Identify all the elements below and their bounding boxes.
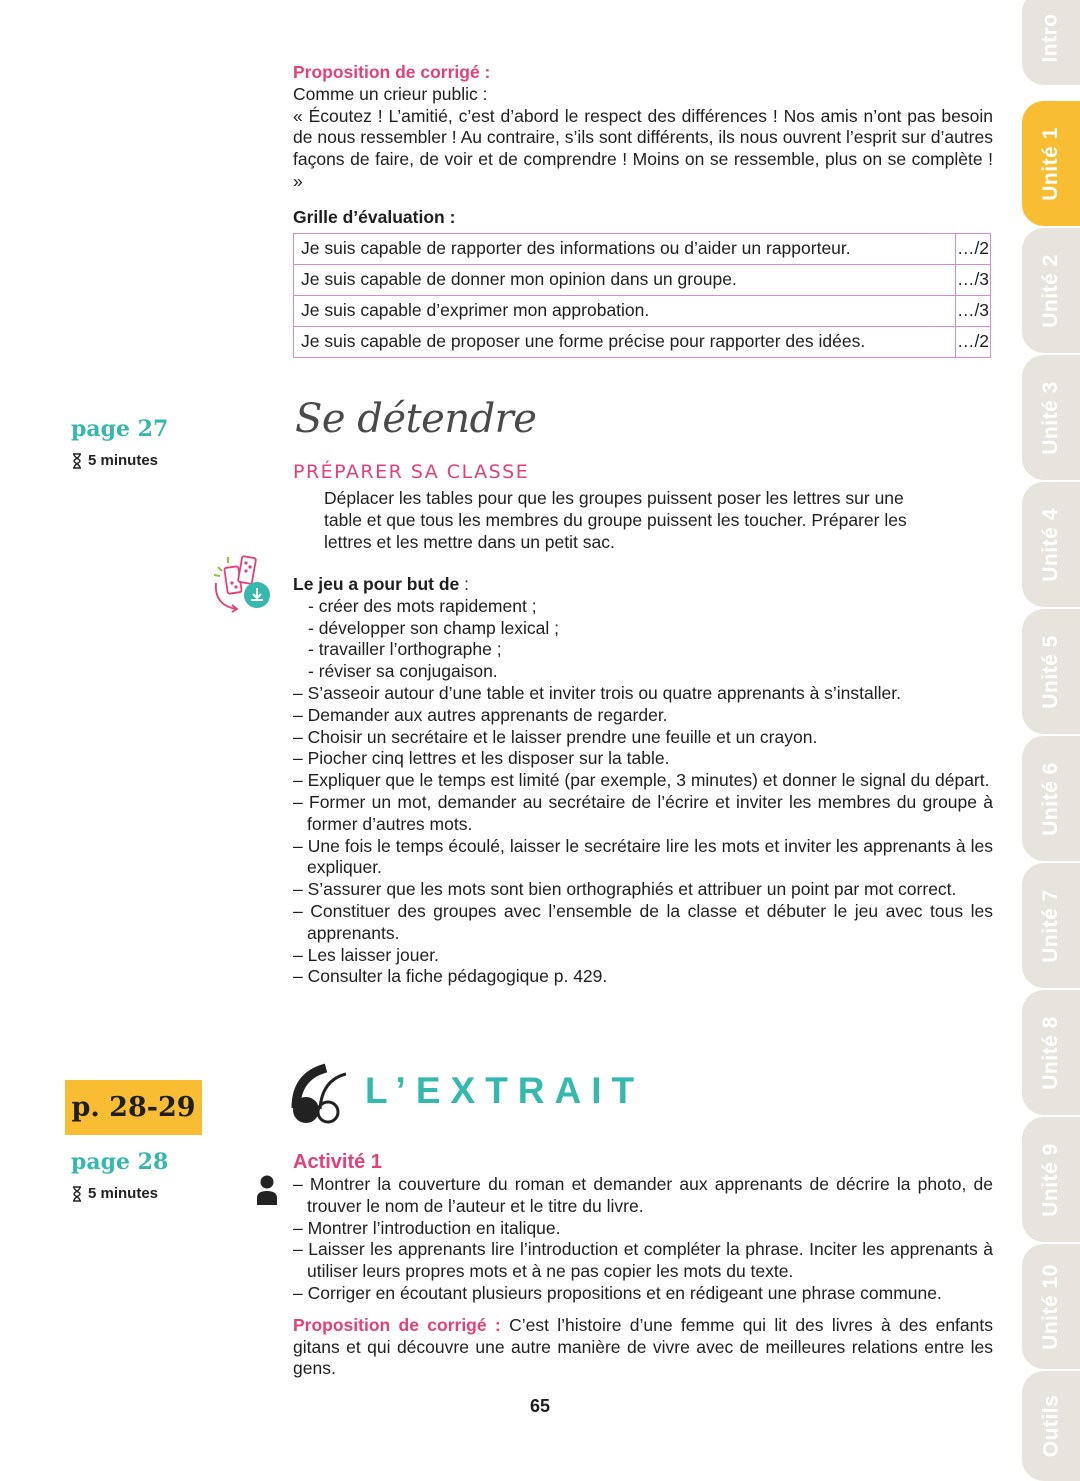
list-item: – S’assurer que les mots sont bien orthographiés et attribuer un point par mot correct. <box>293 879 957 900</box>
grid-score: …/2 <box>956 326 991 357</box>
list-item: – Constituer des groupes avec l’ensemble de la classe et débuter le jeu avec tous les apprenants. <box>293 900 993 943</box>
duration-27 <box>72 452 158 469</box>
minutes-text: 5 minutes <box>88 1185 159 1202</box>
goal-colon: : <box>459 574 469 594</box>
activity-corrige <box>293 1315 993 1380</box>
prep-title: PRÉPARER SA CLASSE <box>293 461 530 483</box>
table-row <box>294 326 991 357</box>
game-pieces-icon <box>210 553 274 617</box>
page-number: 65 <box>529 1396 551 1416</box>
person-icon <box>256 1175 278 1210</box>
list-item: – Piocher cinq lettres et les disposer sur la table. <box>293 748 670 769</box>
corrige-quote: « Écoutez ! L’amitié, c’est d’abord le respect des différences ! Nos amis n’ont pas besoin de nous ressembler ! Au contraire, s’ils sont différents, ils nous ouvrent l’esprit sur d’autres façons de faire, de voir et de comprendre ! Moins on se ressemble, plus on se complète ! » <box>293 105 993 191</box>
tab-unite-1[interactable]: Unité 1 <box>1022 101 1080 226</box>
list-item: – Les laisser jouer. <box>293 944 439 965</box>
list-item: – Une fois le temps écoulé, laisser le secrétaire lire les mots et inviter les apprenants à les expliquer. <box>293 835 993 878</box>
activity-section <box>293 1150 993 1380</box>
crieur-line: Comme un crieur public : <box>293 83 488 104</box>
grid-score: …/2 <box>956 233 991 264</box>
tab-intro[interactable]: Intro <box>1022 0 1080 85</box>
tab-unite-8[interactable]: Unité 8 <box>1022 990 1080 1115</box>
tab-unite-5[interactable]: Unité 5 <box>1022 609 1080 734</box>
tab-unite-9[interactable]: Unité 9 <box>1022 1117 1080 1242</box>
section-title-se-detendre: Se détendre <box>295 396 537 442</box>
list-item: – Montrer l’introduction en italique. <box>293 1217 561 1238</box>
list-item: – Choisir un secrétaire et le laisser prendre une feuille et un crayon. <box>293 726 818 747</box>
grid-criterion: Je suis capable de proposer une forme précise pour rapporter des idées. <box>294 326 956 357</box>
duration-28 <box>72 1185 158 1202</box>
activity-title: Activité 1 <box>293 1151 382 1173</box>
game-body <box>293 574 993 988</box>
list-item: - créer des mots rapidement ; <box>308 595 537 616</box>
evaluation-grid <box>293 233 991 358</box>
table-row <box>294 295 991 326</box>
corrige-text: C’est l’histoire d’une femme qui lit des livres à des enfants gitans et qui découvre une autre manière de vivre avec de meilleures relations entre les gens. <box>293 1314 993 1379</box>
tab-unite-7[interactable]: Unité 7 <box>1022 863 1080 988</box>
tab-unite-6[interactable]: Unité 6 <box>1022 736 1080 861</box>
activity-steps <box>293 1174 993 1305</box>
tab-unite-2[interactable]: Unité 2 <box>1022 228 1080 353</box>
goal-list <box>293 596 993 683</box>
quote-mark-icon <box>290 1062 352 1132</box>
list-item: - réviser sa conjugaison. <box>308 661 498 682</box>
grid-criterion: Je suis capable d’exprimer mon approbation. <box>294 295 956 326</box>
page-range-text: p. 28-29 <box>71 1092 196 1123</box>
hourglass-icon <box>72 1186 82 1202</box>
tab-unite-10[interactable]: Unité 10 <box>1022 1244 1080 1369</box>
grid-criterion: Je suis capable de rapporter des informations ou d’aider un rapporteur. <box>294 233 956 264</box>
page-range-badge <box>65 1080 202 1135</box>
top-corrige-section <box>293 62 993 358</box>
tab-outils[interactable]: Outils <box>1022 1371 1080 1481</box>
page-28-label: page 28 <box>71 1149 169 1175</box>
list-item: - travailler l’orthographe ; <box>308 639 502 660</box>
list-item: – Corriger en écoutant plusieurs propositions et en rédigeant une phrase commune. <box>293 1282 942 1303</box>
list-item: – S’asseoir autour d’une table et inviter trois ou quatre apprenants à s’installer. <box>293 682 901 703</box>
table-row <box>294 233 991 264</box>
list-item: – Consulter la fiche pédagogique p. 429. <box>293 966 608 987</box>
minutes-text: 5 minutes <box>88 452 159 469</box>
table-row <box>294 264 991 295</box>
hourglass-icon <box>72 453 82 469</box>
grid-criterion: Je suis capable de donner mon opinion dans un groupe. <box>294 264 956 295</box>
tab-unite-4[interactable]: Unité 4 <box>1022 482 1080 607</box>
steps-list <box>293 683 993 988</box>
list-item: – Laisser les apprenants lire l’introduction et compléter la phrase. Inciter les apprenants à utiliser leurs propres mots et à ne pas copier les mots du texte. <box>293 1239 993 1282</box>
list-item: – Expliquer que le temps est limité (par exemple, 3 minutes) et donner le signal du départ. <box>293 770 990 791</box>
grid-score: …/3 <box>956 264 991 295</box>
page-27-label: page 27 <box>71 416 169 442</box>
corrige-title: Proposition de corrigé : <box>293 1314 501 1335</box>
grid-title: Grille d’évaluation : <box>293 206 456 227</box>
corrige-title: Proposition de corrigé : <box>293 62 491 82</box>
list-item: – Former un mot, demander au secrétaire de l’écrire et inviter les membres du groupe à former d’autres mots. <box>293 791 993 834</box>
goal-title: Le jeu a pour but de <box>293 574 460 594</box>
section-title-extrait: L’EXTRAIT <box>365 1070 645 1111</box>
list-item: – Montrer la couverture du roman et demander aux apprenants de décrire la photo, de trouver le nom de l’auteur et le titre du livre. <box>293 1174 993 1216</box>
prep-text: Déplacer les tables pour que les groupes puissent poser les lettres sur une table et que tous les membres du groupe puissent les toucher. Préparer les lettres et les mettre dans un petit sac. <box>324 488 907 552</box>
goal-heading <box>293 574 993 596</box>
list-item: - développer son champ lexical ; <box>308 617 559 638</box>
tab-unite-3[interactable]: Unité 3 <box>1022 355 1080 480</box>
grid-score: …/3 <box>956 295 991 326</box>
list-item: – Demander aux autres apprenants de regarder. <box>293 704 668 725</box>
